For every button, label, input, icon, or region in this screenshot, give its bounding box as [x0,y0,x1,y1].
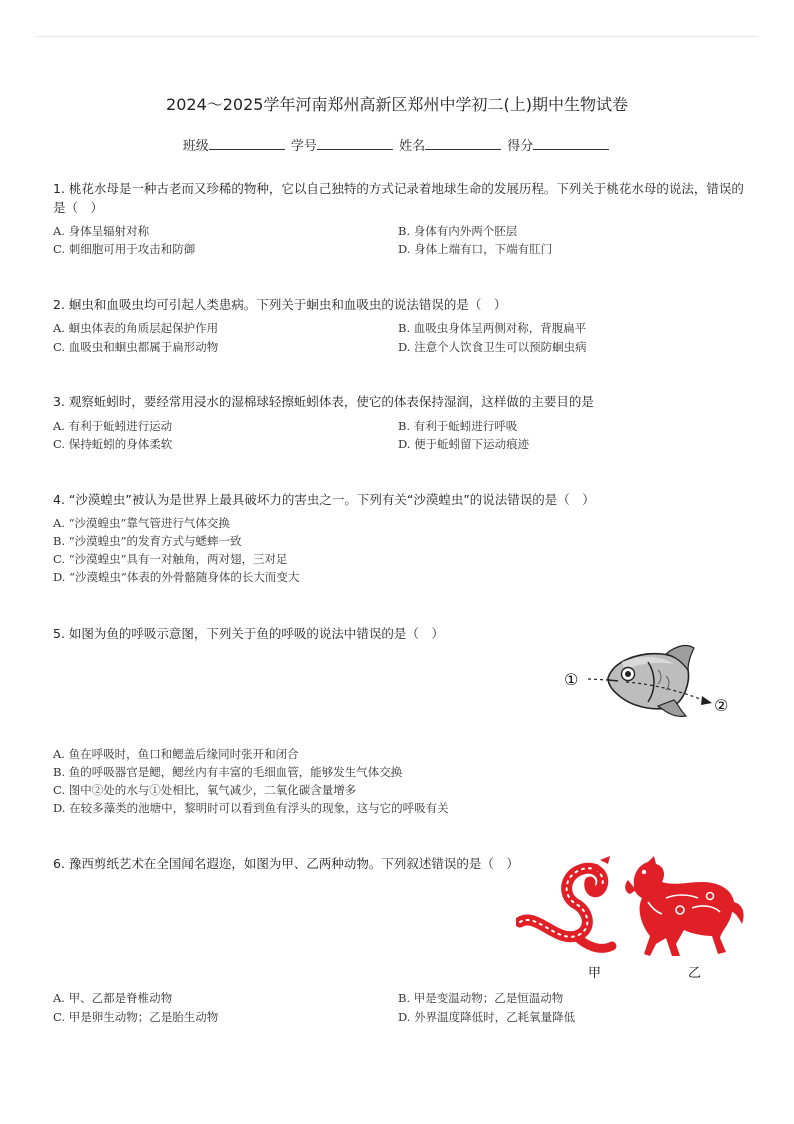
question-3-stem: 3. 观察蚯蚓时，要经常用浸水的湿棉球轻擦蚯蚓体表，使它的体表保持湿润，这样做的主要目的是 [53,394,594,409]
q5-option-d[interactable]: D. 在较多藻类的池塘中，黎明时可以看到鱼有浮头的现象，这与它的呼吸有关 [53,801,449,815]
q5-option-c[interactable]: C. 图中②处的水与①处相比，氧气减少，二氧化碳含量增多 [53,783,357,797]
question-1-stem: 1. 桃花水母是一种古老而又珍稀的物种，它以自己独特的方式记录着地球生命的发展历程。下列关于桃花水母的说法，错误的是（ ） [53,181,744,215]
field-score-label: 得分 [507,139,534,154]
q4-option-b[interactable]: B. “沙漠蝗虫”的发育方式与蟋蟀一致 [53,534,242,548]
figure-label-jia: 甲 [588,966,602,981]
papercut-figure [516,852,746,982]
q4-option-c[interactable]: C. “沙漠蝗虫”具有一对触角，两对翅，三对足 [53,552,288,566]
field-number-blank[interactable] [317,137,393,150]
field-number-label: 学号 [290,139,317,154]
q2-option-c[interactable]: C. 血吸虫和蛔虫都属于扁形动物 [53,340,219,354]
papercut-animals [516,852,746,964]
q3-option-b[interactable]: B. 有利于蚯蚓进行呼吸 [398,419,518,433]
q1-option-a[interactable]: A. 身体呈辐射对称 [53,224,150,238]
q3-option-c[interactable]: C. 保持蚯蚓的身体柔软 [53,437,173,451]
question-2-stem: 2. 蛔虫和血吸虫均可引起人类患病。下列关于蛔虫和血吸虫的说法错误的是（ ） [53,297,507,312]
q5-option-b[interactable]: B. 鱼的呼吸器官是鳃，鳃丝内有丰富的毛细血管，能够发生气体交换 [53,765,403,779]
snake-tongue-icon [600,856,610,864]
q2-option-b[interactable]: B. 血吸虫身体呈两侧对称，背腹扁平 [398,321,587,335]
field-name-label: 姓名 [399,139,426,154]
field-class-blank[interactable] [209,137,285,150]
q2-option-d[interactable]: D. 注意个人饮食卫生可以预防蛔虫病 [398,340,587,354]
field-name-blank[interactable] [425,137,501,150]
q1-option-d[interactable]: D. 身体上端有口，下端有肛门 [398,242,553,256]
student-info-line [0,135,794,154]
q2-option-a[interactable]: A. 蛔虫体表的角质层起保护作用 [53,321,219,335]
snake-papercut [520,868,612,948]
field-class-label: 班级 [182,139,209,154]
q4-option-d[interactable]: D. “沙漠蝗虫”体表的外骨骼随身体的长大而变大 [53,570,300,584]
question-6-stem: 6. 豫西剪纸艺术在全国闻名遐迩，如图为甲、乙两种动物。下列叙述错误的是（ ） [53,856,519,871]
q5-option-a[interactable]: A. 鱼在呼吸时，鱼口和鳃盖后缘同时张开和闭合 [53,747,299,761]
q3-option-a[interactable]: A. 有利于蚯蚓进行运动 [53,419,173,433]
fish-respiration-figure [562,640,742,722]
q3-option-d[interactable]: D. 便于蚯蚓留下运动痕迹 [398,437,530,451]
question-5-stem: 5. 如图为鱼的呼吸示意图，下列关于鱼的呼吸的说法中错误的是（ ） [53,626,444,641]
top-rule [36,36,758,37]
q1-option-b[interactable]: B. 身体有内外两个胚层 [398,224,518,238]
q6-option-b[interactable]: B. 甲是变温动物；乙是恒温动物 [398,991,564,1005]
figure-label-1: ① [564,670,579,689]
figure-label-yi: 乙 [688,966,702,981]
field-score-blank[interactable] [533,137,609,150]
q4-option-a[interactable]: A. “沙漠蝗虫”靠气管进行气体交换 [53,516,230,530]
figure-label-2: ② [714,696,729,715]
q6-option-c[interactable]: C. 甲是卵生动物；乙是胎生动物 [53,1010,219,1024]
q6-option-a[interactable]: A. 甲、乙都是脊椎动物 [53,991,173,1005]
q1-option-c[interactable]: C. 刺细胞可用于攻击和防御 [53,242,196,256]
exam-title: 2024～2025学年河南郑州高新区郑州中学初二(上)期中生物试卷 [166,95,628,114]
q6-option-d[interactable]: D. 外界温度降低时，乙耗氧量降低 [398,1010,576,1024]
question-4-stem: 4. “沙漠蝗虫”被认为是世界上最具破坏力的害虫之一。下列有关“沙漠蝗虫”的说法错误的是（ ） [53,492,595,507]
